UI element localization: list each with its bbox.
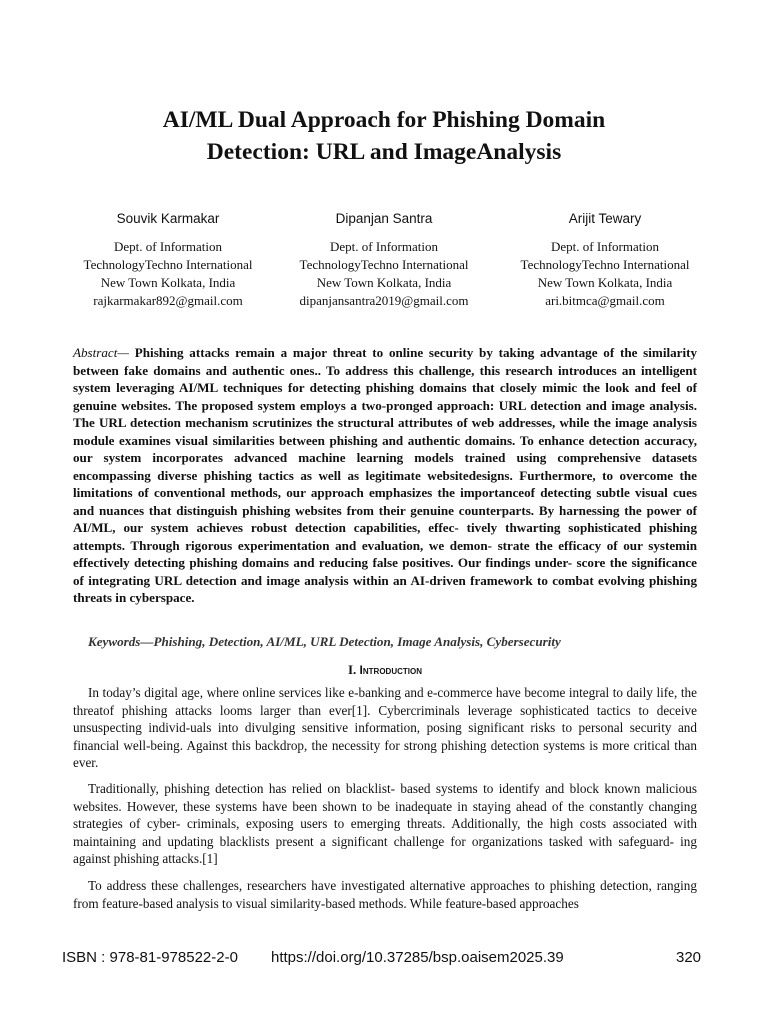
author-block — [58, 210, 718, 320]
footer-page-number: 320 — [676, 949, 702, 966]
author-institution: TechnologyTechno International — [299, 257, 469, 272]
author-institution: TechnologyTechno International — [520, 257, 690, 272]
abstract-text: Phishing attacks remain a major threat to online security by taking advantage of the similarity between fake domains and authentic ones.. To address this challenge, this research introduces an intelligent system leveraging AI/ML techniques for detecting phishing domains that closely mimic the look and feel of genuine websites. The proposed system employs a two-pronged approach: URL detection and image analysis. The URL detection mechanism scrutinizes the structural attributes of web addresses, while the image analysis module examines visual similarities between phishing and authentic domains. To enhance detection accuracy, our system incorporates advanced machine learning models trained using comprehensive datasets encompassing diverse phishing tactics as well as legitimate websitedesigns. Furthermore, to overcome the limitations of conventional methods, our approach emphasizes the importanceof detecting subtle visual cues and nuances that distinguish phishing websites from their genuine counterparts. By harnessing the power of AI/ML, our system achieves robust detection capabilities, effec- tively thwarting sophisticated phishing attempts. Through rigorous experimentation and evaluation, we demon- strate the efficacy of our systemin effectively detecting phishing domains and reducing false positives. Our findings under- score the significance of integrating URL detection and image analysis within an AI-driven framework to combat evolving phishing threats in cyberspace. — [73, 345, 697, 605]
body-paragraph-2: Traditionally, phishing detection has relied on blacklist- based systems to identify and block known malicious websites. However, these systems have been shown to be inadequate in staying ahead of the constantly changing strategies of cyber- criminals, exposing users to emerging threats. Additionally, the high costs associated with maintaining and updating blacklists present a significant challenge for organizations tasked with safeguard- ing against phishing attacks.[1] — [73, 781, 697, 866]
author-name: Souvik Karmakar — [116, 211, 220, 226]
author-institution: TechnologyTechno International — [83, 257, 253, 272]
body-paragraph-1: In today’s digital age, where online services like e-banking and e-commerce have become integral to daily life, the threatof phishing attacks looms larger than ever[1]. Cybercriminals leverage sophisticated tactics to deceive unsuspecting individ-uals into divulging sensitive information, posing significant risks to personal security and financial well-being. Against this backdrop, the necessity for strong phishing detection systems is more critical than ever. — [73, 685, 697, 770]
author-email: ari.bitmca@gmail.com — [545, 293, 665, 308]
author-department: Dept. of Information — [114, 239, 222, 254]
abstract-label: Abstract— — [73, 345, 130, 360]
author-name: Arijit Tewary — [568, 211, 642, 226]
author-2 — [274, 210, 494, 310]
body-paragraph-3: To address these challenges, researchers have investigated alternative approaches to phishing detection, ranging from feature-based analysis to visual similarity-based methods. While feature-based approaches — [73, 878, 697, 911]
author-department: Dept. of Information — [330, 239, 438, 254]
title-line-1: AI/ML Dual Approach for Phishing Domain — [162, 107, 606, 133]
author-email: dipanjansantra2019@gmail.com — [299, 293, 469, 308]
author-name: Dipanjan Santra — [335, 211, 433, 226]
title-line-2: Detection: URL and ImageAnalysis — [206, 139, 562, 165]
author-location: New Town Kolkata, India — [316, 275, 452, 290]
paper-title — [60, 104, 708, 168]
footer-doi-link[interactable]: https://doi.org/10.37285/bsp.oaisem2025.39 — [271, 949, 564, 966]
author-1 — [58, 210, 278, 310]
footer-isbn: ISBN : 978-81-978522-2-0 — [62, 949, 238, 966]
author-3 — [495, 210, 715, 310]
section-number: I. — [347, 662, 357, 677]
author-department: Dept. of Information — [551, 239, 659, 254]
keywords: Keywords—Phishing, Detection, AI/ML, URL Detection, Image Analysis, Cybersecurity — [88, 634, 561, 649]
section-title: Introduction — [359, 663, 422, 677]
author-location: New Town Kolkata, India — [537, 275, 673, 290]
author-location: New Town Kolkata, India — [100, 275, 236, 290]
abstract — [73, 344, 697, 607]
author-email: rajkarmakar892@gmail.com — [93, 293, 243, 308]
section-heading-introduction — [73, 661, 697, 679]
